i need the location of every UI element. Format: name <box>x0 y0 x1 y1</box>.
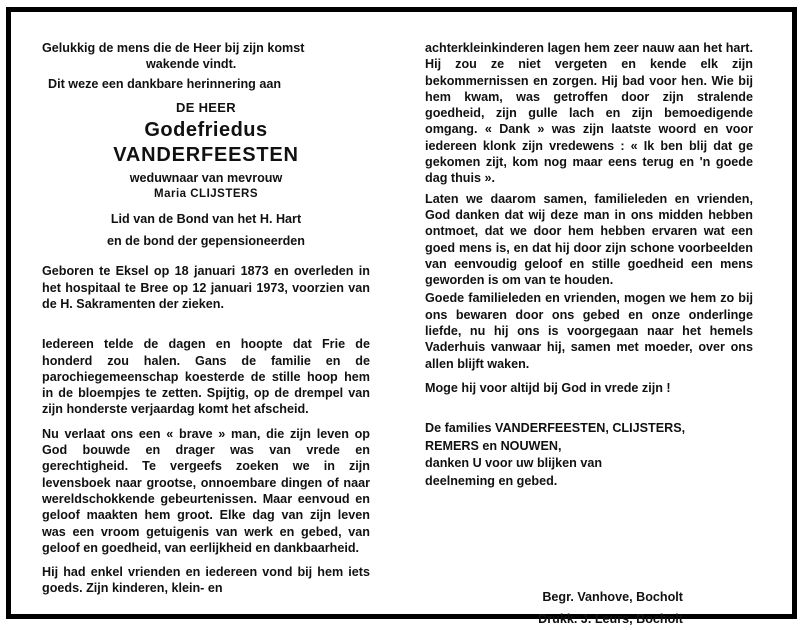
widower-line: weduwnaar van mevrouw <box>129 171 283 186</box>
honorific-title: DE HEER <box>176 99 236 115</box>
tribute-paragraph-6: Goede familieleden en vrienden, mogen we hem zo bij ons bewaren door ons gebed en onze onderlinge liefde, nu hij ons is voorgegaan naar het hemels Vaderhuis vanwaar hij, samen met moeder, over ons allen blijft waken. <box>425 291 753 371</box>
tribute-paragraph-1: Iedereen telde de dagen en hoopte dat Frie de honderd zou halen. Gans de familie en de parochiegemeenschap koesterde de stille hoop hem in de bloempjes te zetten. Spijtig, op de drempel van zijn honderste verjaardag komt het afscheid. <box>42 337 370 417</box>
opening-verse <box>42 40 370 73</box>
opening-line-2: wakende vindt. <box>146 57 237 72</box>
tribute-paragraph-5: Laten we daarom samen, familieleden en vrienden, God danken dat wij deze man in ons midden hebben ontmoet, dat we door hem hebben ervaren wat een goed mens is, en dat hij door zijn schone voorbeelden van eenvoudig geloof en stille goedheid een mens geworden is om van te houden. <box>425 191 753 288</box>
tribute-paragraph-2: Nu verlaat ons een « brave » man, die zijn leven op God bouwde en drager was van vrede en gerechtigheid. Te vergeefs zoeken we in zijn levensboek naar grootse, onnoembare dingen of naar wereldschokkende gebeurtenissen. Maar eenvoud en geloof maakten hem groot. Elke dag van zijn leven was een vroom getuigenis van werk en gebed, van geloof en goedheid, van eerlijkheid en dankbaarheid. <box>42 426 370 555</box>
tribute-paragraph-3: Hij had enkel vrienden en iedereen vond bij hem iets goeds. Zijn kinderen, klein- en <box>42 565 370 596</box>
membership-line-1: Lid van de Bond van het H. Hart <box>110 211 302 226</box>
printer-credit: Drukk. J. Leurs, Bocholt <box>538 612 683 627</box>
signers-line-3: danken U voor uw blijken van <box>425 456 603 471</box>
deceased-last-name: VANDERFEESTEN <box>113 144 299 167</box>
birth-death-paragraph: Geboren te Eksel op 18 januari 1873 en overleden in het hospitaal te Bree op 12 januari 1973, voorzien van de H. Sakramenten der zieken. <box>42 264 370 311</box>
signers-line-2: REMERS en NOUWEN, <box>425 438 562 453</box>
tribute-paragraph-4: achterkleinkinderen lagen hem zeer nauw aan het hart. Hij zou ze niet vergeten en kende elk zijn bekommernissen en zorgen. Hij bad voor hen. Wie bij hem kwam, was getroffen door zijn stralende goedheid, zijn gulle lach en zijn bemoedigende omgang. « Dank » was zijn laatste woord en voor iedereen klonk zijn vredewens : « Ik ben blij dat ge gekomen zijt, kom nog maar eens terug en 'n goede dag thuis ». <box>425 41 753 186</box>
closing-prayer: Moge hij voor altijd bij God in vrede zijn ! <box>425 380 671 395</box>
right-column <box>425 40 753 630</box>
signers-line-1: De families VANDERFEESTEN, CLIJSTERS, <box>425 421 686 436</box>
dedication-line: Dit weze een dankbare herinnering aan <box>48 76 282 91</box>
signers-line-4: deelneming en gebed. <box>425 473 558 488</box>
opening-line-1: Gelukkig de mens die de Heer bij zijn komst <box>42 41 305 55</box>
left-column <box>42 40 370 597</box>
family-signature-block <box>425 420 753 490</box>
deceased-first-name: Godefriedus <box>144 119 268 142</box>
funeral-home-credit: Begr. Vanhove, Bocholt <box>542 590 683 605</box>
spouse-name: Maria CLIJSTERS <box>154 188 258 201</box>
membership-line-2: en de bond der gepensioneerden <box>106 234 306 249</box>
